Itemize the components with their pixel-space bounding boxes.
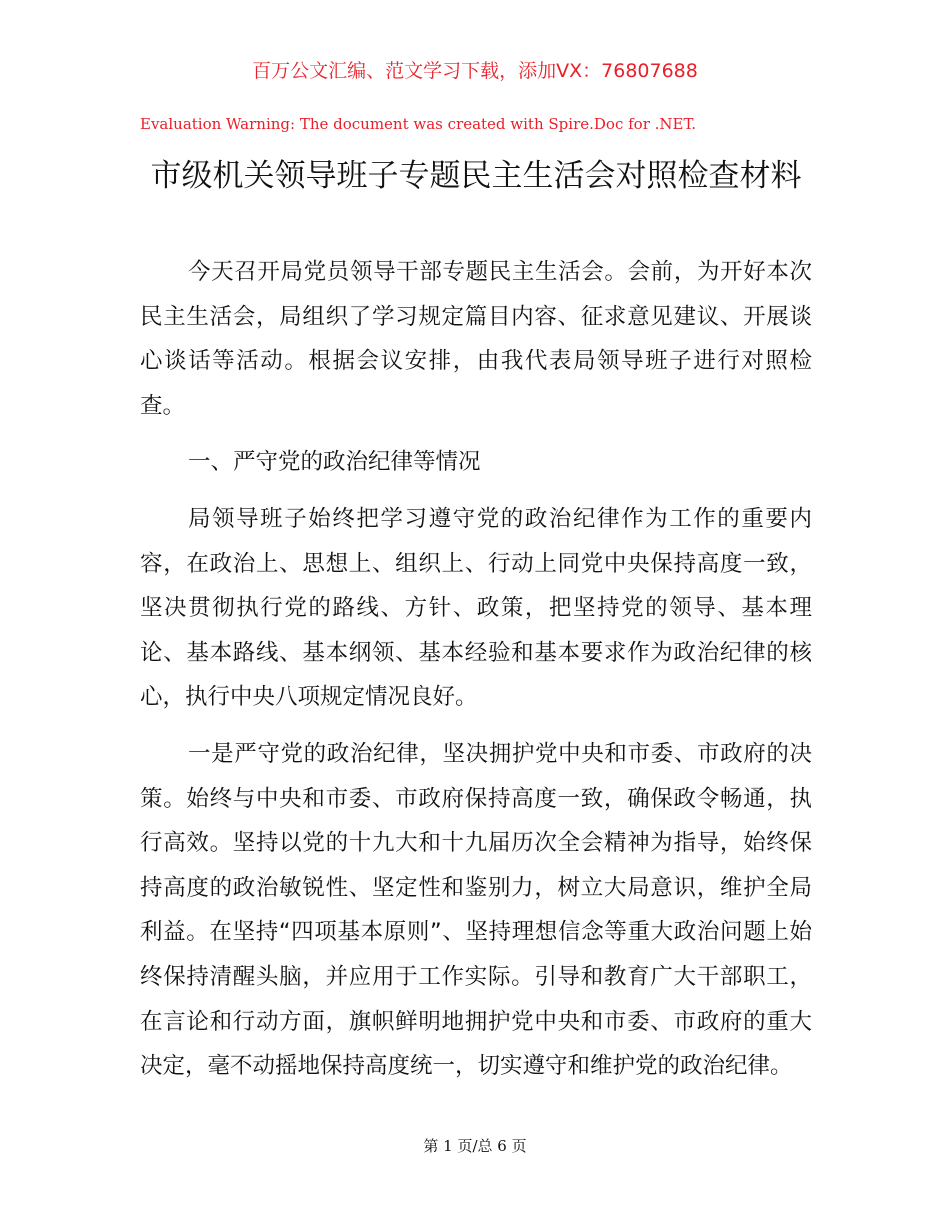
paragraph-first-point: 一是严守党的政治纪律，坚决拥护党中央和市委、市政府的决策。始终与中央和市委、市政府保持高度一致，确保政令畅通，执行高效。坚持以党的十九大和十九届历次全会精神为指导，始终保持高度的政治敏锐性、坚定性和鉴别力，树立大局意识，维护全局利益。在坚持“四项基本原则”、坚持理想信念等重大政治问题上始终保持清醒头脑，并应用于工作实际。引导和教育广大干部职工，在言论和行动方面，旗帜鲜明地拥护党中央和市委、市政府的重大决定，毫不动摇地保持高度统一，切实遵守和维护党的政治纪律。 xyxy=(140,740,812,1080)
evaluation-warning: Evaluation Warning: The document was created with Spire.Doc for .NET. xyxy=(140,115,697,133)
section-heading: 一、严守党的政治纪律等情况 xyxy=(188,449,481,476)
page-number: 第 1 页/总 6 页 xyxy=(423,1137,527,1155)
paragraph-intro: 今天召开局党员领导干部专题民主生活会。会前，为开好本次民主生活会，局组织了学习规定篇目内容、征求意见建议、开展谈心谈话等活动。根据会议安排，由我代表局领导班子进行对照检查。 xyxy=(140,259,812,419)
promo-banner: 百万公文汇编、范文学习下载，添加VX：76807688 xyxy=(252,60,698,82)
document-body xyxy=(140,250,812,1101)
document-title: 市级机关领导班子专题民主生活会对照检查材料 xyxy=(150,158,802,194)
paragraph-discipline-overview: 局领导班子始终把学习遵守党的政治纪律作为工作的重要内容，在政治上、思想上、组织上、行动上同党中央保持高度一致，坚决贯彻执行党的路线、方针、政策，把坚持党的领导、基本理论、基本路线、基本纲领、基本经验和基本要求作为政治纪律的核心，执行中央八项规定情况良好。 xyxy=(140,505,812,711)
